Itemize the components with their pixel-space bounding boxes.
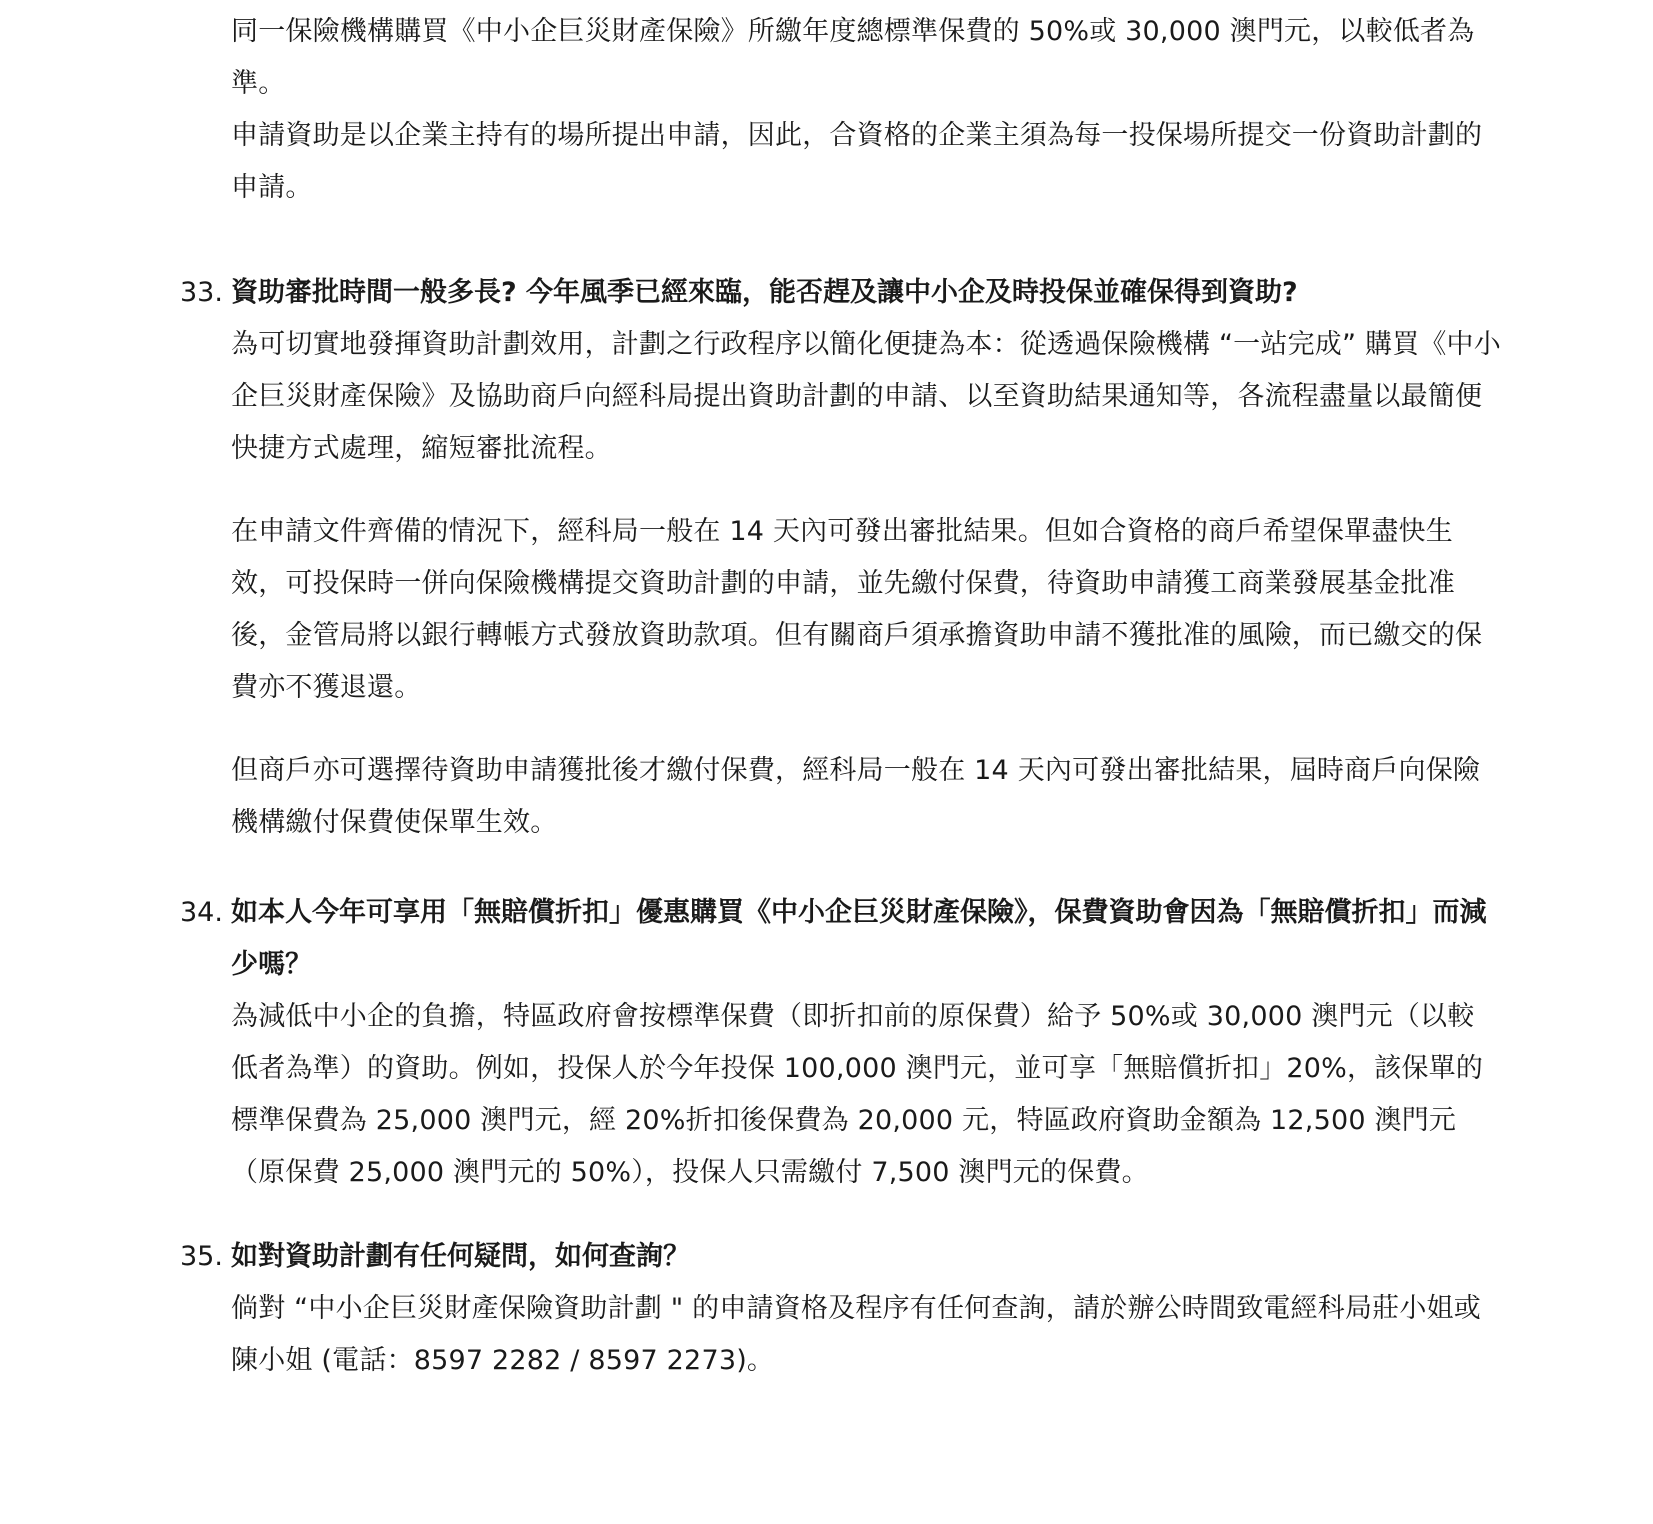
faq-33-answer-2-text: 在申請文件齊備的情況下，經科局一般在 14 天內可發出審批結果。但如合資格的商戶希望保單盡快生效，可投保時一併向保險機構提交資助計劃的申請，並先繳付保費，待資助申請獲工商業發展基金批准後，金管局將以銀行轉帳方式發放資助款項。但有關商戶須承擔資助申請不獲批准的風險，而已繳交的保費亦不獲退還。 xyxy=(231,516,1483,703)
faq-34-answer-1-text: 為減低中小企的負擔，特區政府會按標準保費（即折扣前的原保費）給予 50%或 30,000 澳門元（以較低者為準）的資助。例如，投保人於今年投保 100,000 澳門元，並可享「無賠償折扣」20%，該保單的標準保費為 25,000 澳門元，經 20%折扣後保費為 20,000 元，特區政府資助金額為 12,500 澳門元（原保費 25,000 澳門元的 50%），投保人只需繳付 7,500 澳門元的保費。 xyxy=(231,1001,1484,1188)
faq-34-question xyxy=(180,887,1500,991)
intro-text-1: 同一保險機構購買《中小企巨災財產保險》所繳年度總標準保費的 50%或 30,000 澳門元，以較低者為準。 xyxy=(231,16,1475,99)
faq-33-answer-2 xyxy=(231,506,1501,714)
faq-34-answer-1 xyxy=(231,991,1501,1199)
faq-33-answer-1 xyxy=(231,319,1501,475)
faq-35-question-text: 如對資助計劃有任何疑問，如何查詢？ xyxy=(231,1241,690,1272)
faq-33-answer-3 xyxy=(231,745,1501,849)
intro-paragraph-1 xyxy=(231,6,1501,110)
intro-text-2: 申請資助是以企業主持有的場所提出申請，因此，合資格的企業主須為每一投保場所提交一份資助計劃的申請。 xyxy=(231,120,1483,203)
faq-33-question-text: 資助審批時間一般多長? 今年風季已經來臨，能否趕及讓中小企及時投保並確保得到資助? xyxy=(231,277,1298,308)
faq-33-answer-3-text: 但商戶亦可選擇待資助申請獲批後才繳付保費，經科局一般在 14 天內可發出審批結果，屆時商戶向保險機構繳付保費使保單生效。 xyxy=(231,755,1481,838)
faq-35-number: 35. xyxy=(180,1241,223,1272)
intro-paragraph-2 xyxy=(231,110,1501,214)
faq-33-question xyxy=(180,267,1500,319)
faq-35-answer-1 xyxy=(231,1283,1501,1387)
faq-34-number: 34. xyxy=(180,897,223,928)
faq-33-number: 33. xyxy=(180,277,223,308)
faq-34-question-text: 如本人今年可享用「無賠償折扣」優惠購買《中小企巨災財產保險》，保費資助會因為「無賠償折扣」而減少嗎？ xyxy=(231,897,1487,980)
faq-35-answer-1-text: 倘對 “中小企巨災財產保險資助計劃 " 的申請資格及程序有任何查詢，請於辦公時間致電經科局莊小姐或陳小姐 (電話：8597 2282 / 8597 2273)。 xyxy=(231,1293,1481,1376)
faq-33-answer-1-text: 為可切實地發揮資助計劃效用，計劃之行政程序以簡化便捷為本：從透過保險機構 “一站完成” 購買《中小企巨災財產保險》及協助商戶向經科局提出資助計劃的申請、以至資助結果通知等，各流程盡量以最簡便快捷方式處理，縮短審批流程。 xyxy=(231,329,1501,464)
faq-35-question xyxy=(180,1231,1500,1283)
